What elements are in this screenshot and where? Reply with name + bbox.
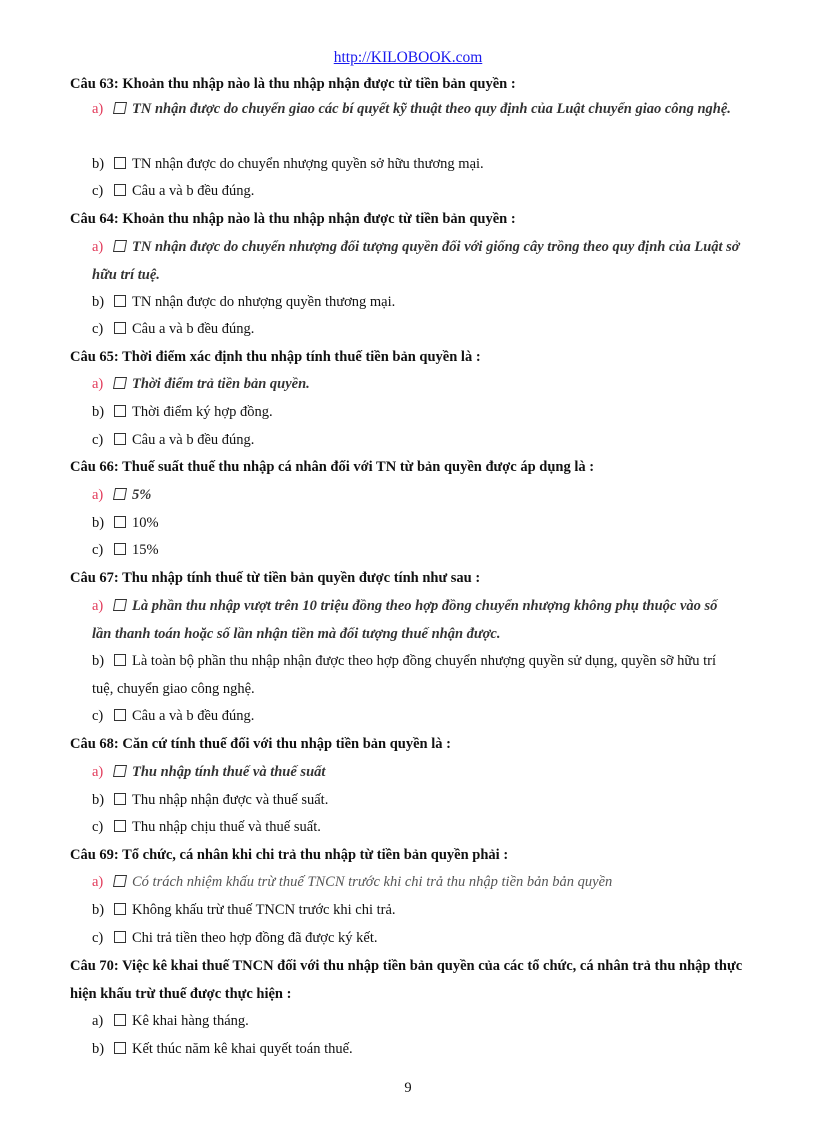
checkbox-icon [114, 405, 126, 417]
checkbox-icon [113, 875, 127, 887]
checkbox-icon [114, 903, 126, 915]
answer-option: b) Thu nhập nhận được và thuế suất. [92, 792, 329, 808]
answer-option: c) Câu a và b đều đúng. [92, 321, 255, 337]
answer-option: c) 15% [92, 542, 159, 558]
answer-option: b) Kết thúc năm kê khai quyết toán thuế. [92, 1041, 353, 1057]
answer-option: c) Thu nhập chịu thuế và thuế suất. [92, 819, 321, 835]
answer-option: a) TN nhận được do chuyển giao các bí quyết kỹ thuật theo quy định của Luật chuyển giao công nghệ. [92, 101, 731, 117]
checkbox-icon [114, 1042, 126, 1054]
page-number: 9 [404, 1080, 412, 1096]
answer-option: a) Thu nhập tính thuế và thuế suất [92, 764, 326, 780]
question-title: Câu 69: Tổ chức, cá nhân khi chi trả thu nhập từ tiền bản quyền phải : [70, 847, 509, 863]
question-title: Câu 66: Thuế suất thuế thu nhập cá nhân đối với TN từ bản quyền được áp dụng là : [70, 459, 595, 475]
answer-option: c) Chi trả tiền theo hợp đồng đã được ký kết. [92, 930, 378, 946]
checkbox-icon [114, 516, 126, 528]
checkbox-icon [114, 184, 126, 196]
page-header [0, 49, 816, 67]
answer-option: a) Có trách nhiệm khấu trừ thuế TNCN trước khi chi trả thu nhập tiền bản bản quyền [92, 874, 613, 890]
checkbox-icon [114, 931, 126, 943]
answer-option: b) Không khấu trừ thuế TNCN trước khi chi trả. [92, 902, 396, 918]
answer-option: a) Kê khai hàng tháng. [92, 1013, 249, 1029]
question-title: Câu 63: Khoản thu nhập nào là thu nhập nhận được từ tiền bản quyền : [70, 76, 516, 92]
answer-option: b) Là toàn bộ phần thu nhập nhận được theo hợp đồng chuyển nhượng quyền sử dụng, quyền sỡ hữu trí tuệ, chuyển giao công nghệ. [92, 653, 717, 697]
question-title: Câu 65: Thời điểm xác định thu nhập tính thuế tiền bản quyền là : [70, 349, 481, 365]
checkbox-icon [113, 599, 127, 611]
answer-option: a) 5% [92, 487, 152, 503]
checkbox-icon [114, 433, 126, 445]
question-title: Câu 67: Thu nhập tính thuế từ tiền bản quyền được tính như sau : [70, 570, 481, 586]
answer-option: c) Câu a và b đều đúng. [92, 432, 255, 448]
checkbox-icon [114, 1014, 126, 1026]
checkbox-icon [113, 377, 127, 389]
answer-option: b) Thời điểm ký hợp đồng. [92, 404, 273, 420]
answer-option: b) 10% [92, 515, 159, 531]
question-title: Câu 64: Khoản thu nhập nào là thu nhập nhận được từ tiền bản quyền : [70, 211, 516, 227]
checkbox-icon [114, 543, 126, 555]
answer-option: a) Là phần thu nhập vượt trên 10 triệu đồng theo hợp đồng chuyển nhượng không phụ thuộc vào số lần thanh toán hoặc số lần nhận tiền mà đối tượng thuế nhận được. [92, 598, 718, 642]
checkbox-icon [114, 793, 126, 805]
checkbox-icon [114, 157, 126, 169]
answer-option: b) TN nhận được do chuyển nhượng quyền sở hữu thương mại. [92, 156, 484, 172]
checkbox-icon [114, 654, 126, 666]
checkbox-icon [113, 488, 127, 500]
checkbox-icon [113, 765, 127, 777]
answer-option: a) TN nhận được do chuyển nhượng đối tượng quyền đối với giống cây trồng theo quy định của Luật sở hữu trí tuệ. [92, 239, 740, 283]
answer-option: c) Câu a và b đều đúng. [92, 708, 255, 724]
answer-option: b) TN nhận được do nhượng quyền thương mại. [92, 294, 396, 310]
checkbox-icon [113, 102, 127, 114]
question-title: Câu 70: Việc kê khai thuế TNCN đối với thu nhập tiền bản quyền của các tổ chức, cá nhân trả thu nhập thực hiện khấu trừ thuế được thực hiện : [70, 958, 743, 1002]
checkbox-icon [114, 295, 126, 307]
checkbox-icon [114, 322, 126, 334]
header-link[interactable]: http://KILOBOOK.com [333, 49, 483, 66]
checkbox-icon [114, 820, 126, 832]
answer-option: a) Thời điểm trả tiền bản quyền. [92, 376, 310, 392]
checkbox-icon [113, 240, 127, 252]
question-title: Câu 68: Căn cứ tính thuế đối với thu nhập tiền bản quyền là : [70, 736, 451, 752]
checkbox-icon [114, 709, 126, 721]
answer-option: c) Câu a và b đều đúng. [92, 183, 255, 199]
